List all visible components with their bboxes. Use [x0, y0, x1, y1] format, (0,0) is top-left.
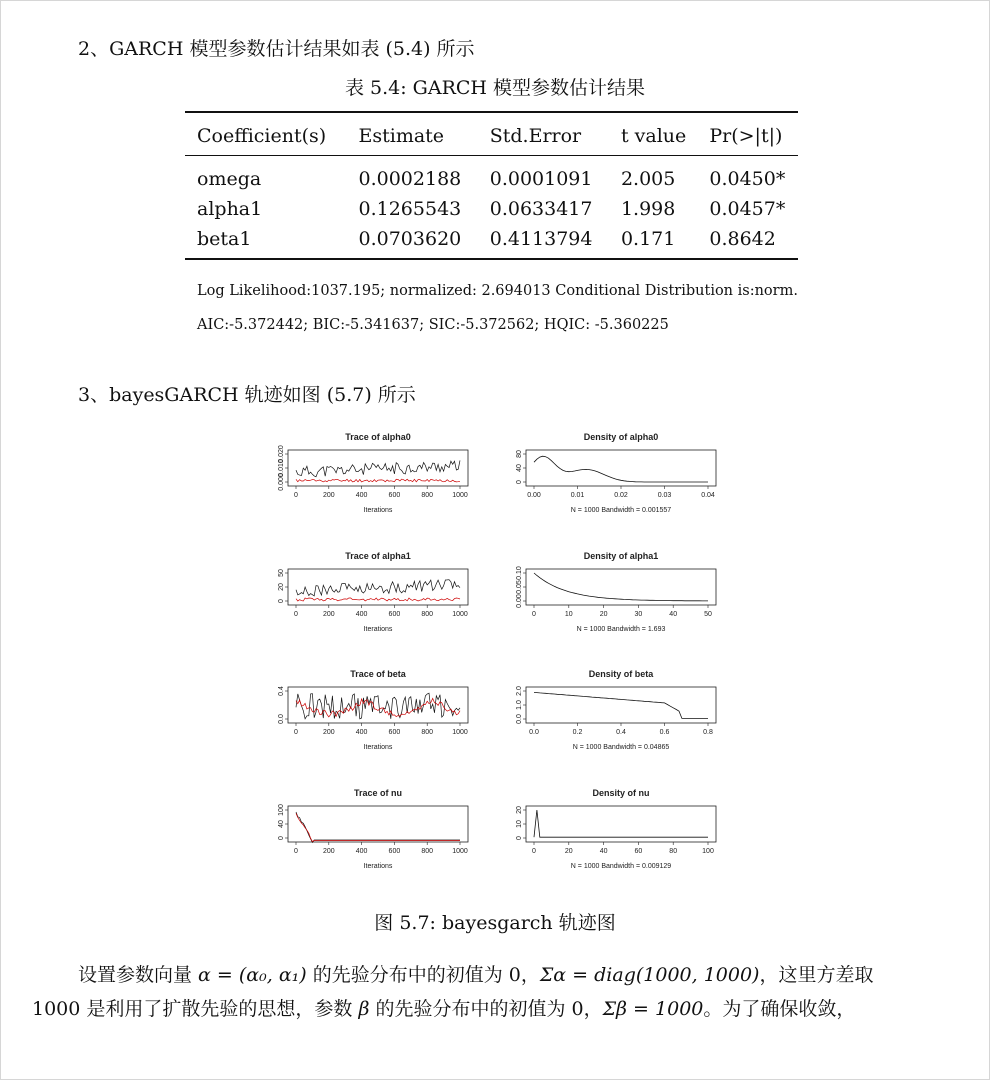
panel-svg [510, 786, 740, 886]
math-sigma-alpha: Σα = diag(1000, 1000) [539, 964, 760, 986]
x-tick-label: 0.0 [529, 729, 539, 736]
panel-title: Density of nu [592, 788, 650, 798]
y-tick-label: 80 [516, 450, 523, 458]
x-tick-label: 50 [704, 611, 712, 618]
x-tick-label: 0.00 [527, 492, 541, 499]
section-3-heading: 3、bayesGARCH 轨迹如图 (5.7) 所示 [78, 384, 416, 406]
x-tick-label: 40 [599, 848, 608, 855]
density-line [534, 456, 708, 482]
x-tick-label: 600 [388, 492, 401, 499]
y-tick-label: 0 [278, 599, 285, 603]
panel-svg [510, 667, 740, 767]
text: ，这里方差取 [759, 964, 874, 986]
header-std-error: Std.Error [478, 112, 609, 156]
header-estimate: Estimate [347, 112, 478, 156]
panel-title: Trace of nu [353, 788, 403, 798]
math-sigma-beta: Σβ = 1000 [602, 998, 704, 1020]
x-tick-label: 0 [294, 848, 298, 855]
cell: 0.0457* [709, 198, 786, 220]
chain-2-line [296, 479, 460, 482]
y-tick-label: 0.10 [516, 566, 523, 580]
cell: omega [197, 168, 262, 190]
x-tick-label: 0.4 [616, 729, 626, 736]
x-axis-label: Iterations [363, 507, 393, 514]
plot-frame [526, 687, 716, 723]
x-tick-label: 200 [322, 848, 335, 855]
y-tick-label: 0 [516, 480, 523, 484]
figure-panel [510, 549, 740, 653]
x-tick-label: 0.6 [659, 729, 670, 736]
x-axis-label: Iterations [363, 626, 393, 633]
log-likelihood-note: Log Likelihood:1037.195; normalized: 2.694013 Conditional Distribution is:norm. [197, 283, 798, 299]
x-tick-label: 0.2 [572, 729, 583, 736]
y-tick-label: 50 [278, 569, 285, 577]
x-tick-label: 0 [532, 611, 536, 618]
y-tick-label: 0.00 [516, 594, 523, 608]
density-subtitle: N = 1000 Bandwidth = 0.001557 [570, 507, 672, 514]
x-tick-label: 0.01 [570, 492, 585, 499]
figure-panel [272, 430, 492, 534]
text: 设置参数向量 [78, 964, 199, 986]
figure-panel [510, 430, 740, 534]
text: 1000 是利用了扩散先验的思想，参数 [32, 998, 359, 1020]
chain-2-line [296, 598, 460, 601]
x-tick-label: 20 [564, 848, 573, 855]
y-tick-label: 0.05 [516, 580, 523, 594]
cell: beta1 [185, 224, 347, 259]
density-subtitle: N = 1000 Bandwidth = 1.693 [576, 626, 666, 633]
y-tick-label: 20 [278, 583, 285, 591]
x-tick-label: 40 [669, 611, 678, 618]
panel-title: Trace of alpha1 [345, 551, 411, 561]
x-tick-label: 80 [669, 848, 678, 855]
x-tick-label: 0.8 [703, 729, 713, 736]
x-tick-label: 200 [322, 611, 335, 618]
x-tick-label: 10 [564, 611, 573, 618]
y-tick-label: 40 [278, 820, 285, 828]
x-tick-label: 800 [421, 848, 434, 855]
y-tick-label: 1.0 [516, 700, 523, 710]
panel-svg [272, 549, 492, 649]
x-tick-label: 600 [388, 611, 401, 618]
x-tick-label: 60 [634, 848, 643, 855]
x-tick-label: 20 [599, 611, 608, 618]
x-tick-label: 200 [322, 729, 335, 736]
y-tick-label: 10 [516, 820, 523, 828]
y-tick-label: 2.0 [516, 686, 523, 696]
chain-1-line [296, 812, 460, 843]
cell: 2.005 [620, 168, 676, 190]
figure-panel [510, 786, 740, 890]
text: 。为了确保收敛， [703, 998, 856, 1020]
panel-title: Density of alpha0 [583, 432, 659, 442]
y-tick-label: 0.0 [516, 714, 523, 724]
cell: 0.4113794 [478, 224, 609, 259]
density-line [534, 810, 708, 837]
section-2-heading: 2、GARCH 模型参数估计结果如表 (5.4) 所示 [78, 38, 475, 60]
plot-frame [526, 806, 716, 842]
panel-svg [510, 549, 740, 649]
math-alpha: α = (α₀, α₁) [198, 964, 307, 986]
density-subtitle: N = 1000 Bandwidth = 0.04865 [572, 744, 670, 751]
panel-svg [272, 786, 492, 886]
chain-1-line [296, 580, 460, 596]
chain-1-line [296, 460, 460, 476]
y-tick-label: 0.0 [278, 714, 285, 724]
x-tick-label: 0.04 [701, 492, 715, 499]
y-tick-label: 0.010 [278, 459, 285, 477]
panel-title: Trace of alpha0 [345, 432, 411, 442]
table-caption: 表 5.4: GARCH 模型参数估计结果 [344, 77, 646, 99]
y-tick-label: 100 [278, 804, 285, 816]
header-p-value: Pr(>|t|) [697, 112, 798, 156]
y-tick-label: 0.020 [278, 445, 285, 463]
table-header-row [185, 112, 798, 156]
y-tick-label: 40 [516, 464, 523, 472]
cell: 1.998 [620, 198, 676, 220]
x-tick-label: 200 [322, 492, 335, 499]
cell: 0.0703620 [347, 224, 478, 259]
paragraph-line-2 [32, 994, 855, 1021]
x-tick-label: 400 [355, 729, 368, 736]
cell: 0.171 [609, 224, 697, 259]
figure-panel [272, 549, 492, 653]
y-tick-label: 0.4 [278, 686, 285, 696]
estimates-table [185, 111, 798, 260]
figure-caption: 图 5.7: bayesgarch 轨迹图 [374, 912, 616, 934]
panel-svg [272, 667, 492, 767]
header-coefficients: Coefficient(s) [185, 112, 347, 156]
y-tick-label: 0.000 [278, 473, 285, 491]
header-t-value: t value [609, 112, 697, 156]
x-axis-label: Iterations [363, 744, 393, 751]
x-tick-label: 0 [532, 848, 536, 855]
x-axis-label: Iterations [363, 863, 393, 870]
density-line [534, 573, 708, 601]
panel-svg [272, 430, 492, 530]
x-tick-label: 1000 [452, 611, 468, 618]
x-tick-label: 800 [421, 611, 434, 618]
x-tick-label: 400 [355, 611, 368, 618]
x-tick-label: 0 [294, 729, 298, 736]
figure-panel [272, 667, 492, 771]
cell: 0.0633417 [489, 198, 593, 220]
panel-title: Trace of beta [350, 669, 406, 679]
y-tick-label: 0 [516, 836, 523, 840]
x-tick-label: 0 [294, 492, 298, 499]
panel-title: Density of beta [588, 669, 654, 679]
x-tick-label: 100 [702, 848, 714, 855]
math-beta: β [358, 998, 370, 1020]
figure-panel [272, 786, 492, 890]
x-tick-label: 600 [388, 729, 401, 736]
y-tick-label: 0 [278, 836, 285, 840]
x-tick-label: 800 [421, 492, 434, 499]
plot-frame [288, 806, 468, 842]
x-tick-label: 800 [421, 729, 434, 736]
density-line [534, 692, 708, 718]
panel-title: Density of alpha1 [583, 551, 659, 561]
x-tick-label: 30 [634, 611, 643, 618]
x-tick-label: 0 [294, 611, 298, 618]
paragraph-line-1 [78, 960, 873, 987]
panel-svg [510, 430, 740, 530]
x-tick-label: 0.03 [657, 492, 672, 499]
cell: 0.0002188 [358, 168, 462, 190]
text: 的先验分布中的初值为 0， [369, 998, 603, 1020]
density-subtitle: N = 1000 Bandwidth = 0.009129 [570, 863, 672, 870]
information-criteria-note: AIC:-5.372442; BIC:-5.341637; SIC:-5.372562; HQIC: -5.360225 [197, 317, 669, 333]
chain-1-line [296, 693, 460, 719]
x-tick-label: 400 [355, 848, 368, 855]
x-tick-label: 600 [388, 848, 401, 855]
x-tick-label: 1000 [452, 848, 468, 855]
table-row [185, 224, 798, 259]
cell: 0.0001091 [489, 168, 593, 190]
chain-2-line [296, 813, 460, 841]
x-tick-label: 400 [355, 492, 368, 499]
cell: 0.1265543 [358, 198, 462, 220]
x-tick-label: 1000 [452, 492, 468, 499]
figure-panel [510, 667, 740, 771]
cell: 0.8642 [697, 224, 798, 259]
cell: alpha1 [197, 198, 263, 220]
table-row [185, 156, 798, 195]
x-tick-label: 1000 [452, 729, 468, 736]
table-row [185, 194, 798, 224]
x-tick-label: 0.02 [614, 492, 628, 499]
y-tick-label: 20 [516, 806, 523, 814]
cell: 0.0450* [709, 168, 786, 190]
text: 的先验分布中的初值为 0， [306, 964, 540, 986]
